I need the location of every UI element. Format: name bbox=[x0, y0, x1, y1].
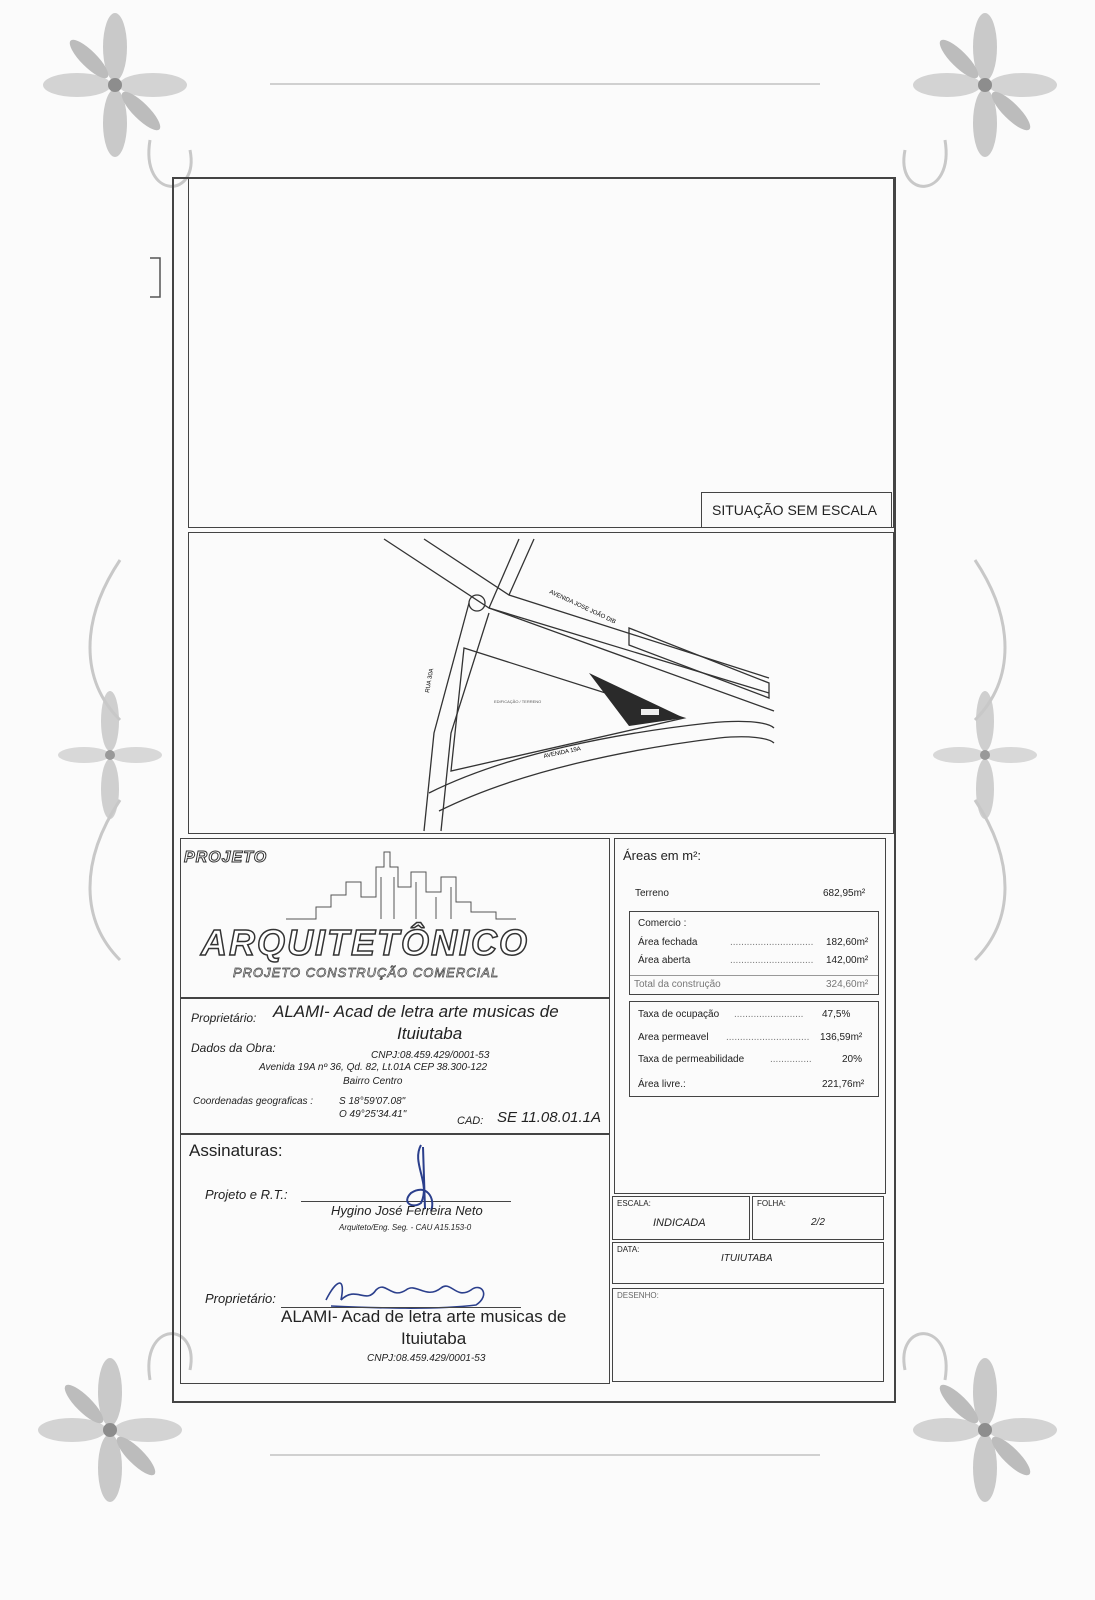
taxa-permeabilidade-value: 20% bbox=[842, 1054, 863, 1065]
area-permeavel-label: Area permeavel bbox=[638, 1032, 709, 1043]
location-map-area bbox=[188, 532, 894, 834]
taxa-ocupacao-value: 47,5% bbox=[822, 1009, 851, 1020]
data-label: DATA: bbox=[617, 1245, 640, 1254]
street-label-avenida-jose-joao: AVENIDA JOSE JOÃO DIB bbox=[548, 589, 617, 626]
lot-label: EDIFICAÇÃO / TERRENO bbox=[494, 699, 542, 704]
area-aberta-value: 142,00m² bbox=[826, 955, 869, 966]
owner-signature-label: Proprietário: bbox=[205, 1291, 276, 1306]
coord-west: O 49°25'34.41" bbox=[339, 1109, 407, 1120]
project-title-block bbox=[180, 838, 610, 998]
obra-address: Avenida 19A nº 36, Qd. 82, Lt.01A CEP 38.300-122 bbox=[259, 1062, 488, 1073]
folha-cell bbox=[752, 1196, 884, 1240]
owner-cnpj: CNPJ:08.459.429/0001-53 bbox=[371, 1050, 490, 1061]
obra-bairro: Bairro Centro bbox=[343, 1076, 403, 1087]
escala-value: INDICADA bbox=[653, 1217, 706, 1229]
cad-label: CAD: bbox=[457, 1115, 484, 1127]
street-label-avenida-19a: AVENIDA 19A bbox=[543, 746, 582, 760]
situation-drawing-area bbox=[188, 178, 894, 528]
lot-highlight bbox=[589, 673, 684, 726]
project-subtitle: PROJETO CONSTRUÇÃO COMERCIAL bbox=[233, 965, 500, 980]
project-title: ARQUITETÔNICO bbox=[201, 922, 529, 963]
area-permeavel-value: 136,59m² bbox=[820, 1032, 863, 1043]
signature-owner-name-line2: Ituiutaba bbox=[401, 1329, 467, 1348]
coord-south: S 18°59'07.08" bbox=[339, 1096, 406, 1107]
projeto-rt-label: Projeto e R.T.: bbox=[205, 1187, 288, 1202]
desenho-cell bbox=[612, 1288, 884, 1382]
areas-block bbox=[614, 838, 886, 1194]
area-livre-value: 221,76m² bbox=[822, 1079, 865, 1090]
situation-label: SITUAÇÃO SEM ESCALA bbox=[712, 502, 877, 518]
terreno-label: Terreno bbox=[635, 888, 669, 899]
area-livre-label: Área livre.: bbox=[638, 1079, 686, 1090]
cad-value: SE 11.08.01.1A bbox=[497, 1109, 601, 1126]
area-aberta-label: Área aberta bbox=[638, 955, 691, 966]
escala-label: ESCALA: bbox=[617, 1199, 651, 1208]
city-skyline-logo bbox=[286, 847, 516, 922]
total-construcao-label: Total da construção bbox=[634, 979, 721, 990]
desenho-label: DESENHO: bbox=[617, 1291, 659, 1300]
terreno-value: 682,95m² bbox=[823, 888, 866, 899]
taxas-box: Taxa de ocupação ......................... 47,5% Area permeavel .............................. 136,59m² Taxa de permeabilidade ............... 20% Área livre.: 221,76m² bbox=[629, 1001, 879, 1097]
area-fechada-label: Área fechada bbox=[638, 937, 698, 948]
location-map bbox=[189, 533, 892, 832]
signatures-title: Assinaturas: bbox=[189, 1141, 283, 1160]
coords-label: Coordenadas geograficas : bbox=[193, 1096, 314, 1107]
owner-signature bbox=[316, 1270, 506, 1312]
architect-registration: Arquiteto/Eng. Seg. - CAU A15.153-0 bbox=[339, 1223, 472, 1232]
taxa-ocupacao-label: Taxa de ocupação bbox=[638, 1009, 720, 1020]
signatures-block bbox=[180, 1134, 610, 1384]
areas-title: Áreas em m²: bbox=[623, 848, 702, 863]
situation-label-box bbox=[701, 492, 892, 528]
signature-owner-name-line1: ALAMI- Acad de letra arte musicas de bbox=[281, 1307, 567, 1326]
comercio-label: Comercio : bbox=[638, 918, 687, 929]
architect-name: Hygino José Ferreira Neto bbox=[331, 1203, 483, 1218]
owner-data-block bbox=[180, 998, 610, 1134]
owner-label: Proprietário: bbox=[191, 1011, 257, 1025]
project-heading: PROJETO bbox=[184, 849, 268, 866]
total-construcao-value: 324,60m² bbox=[826, 979, 869, 990]
area-fechada-value: 182,60m² bbox=[826, 937, 869, 948]
folha-label: FOLHA: bbox=[757, 1199, 786, 1208]
comercio-box: Comercio : Área fechada .............................. 182,60m² Área aberta .............................. 142,00m² Total da construção 324,60m² bbox=[629, 911, 879, 995]
owner-name-line1: ALAMI- Acad de letra arte musicas de bbox=[273, 1002, 559, 1021]
taxa-permeabilidade-label: Taxa de permeabilidade bbox=[638, 1054, 745, 1065]
folha-value: 2/2 bbox=[811, 1217, 825, 1228]
owner-name-line2: Ituiutaba bbox=[397, 1024, 463, 1043]
dados-obra-label: Dados da Obra: bbox=[191, 1041, 276, 1055]
street-label-rua-30a: RUA 30A bbox=[425, 667, 436, 694]
data-value: ITUIUTABA bbox=[721, 1253, 773, 1264]
signature-owner-cnpj: CNPJ:08.459.429/0001-53 bbox=[367, 1353, 486, 1364]
escala-cell bbox=[612, 1196, 750, 1240]
data-cell bbox=[612, 1242, 884, 1284]
